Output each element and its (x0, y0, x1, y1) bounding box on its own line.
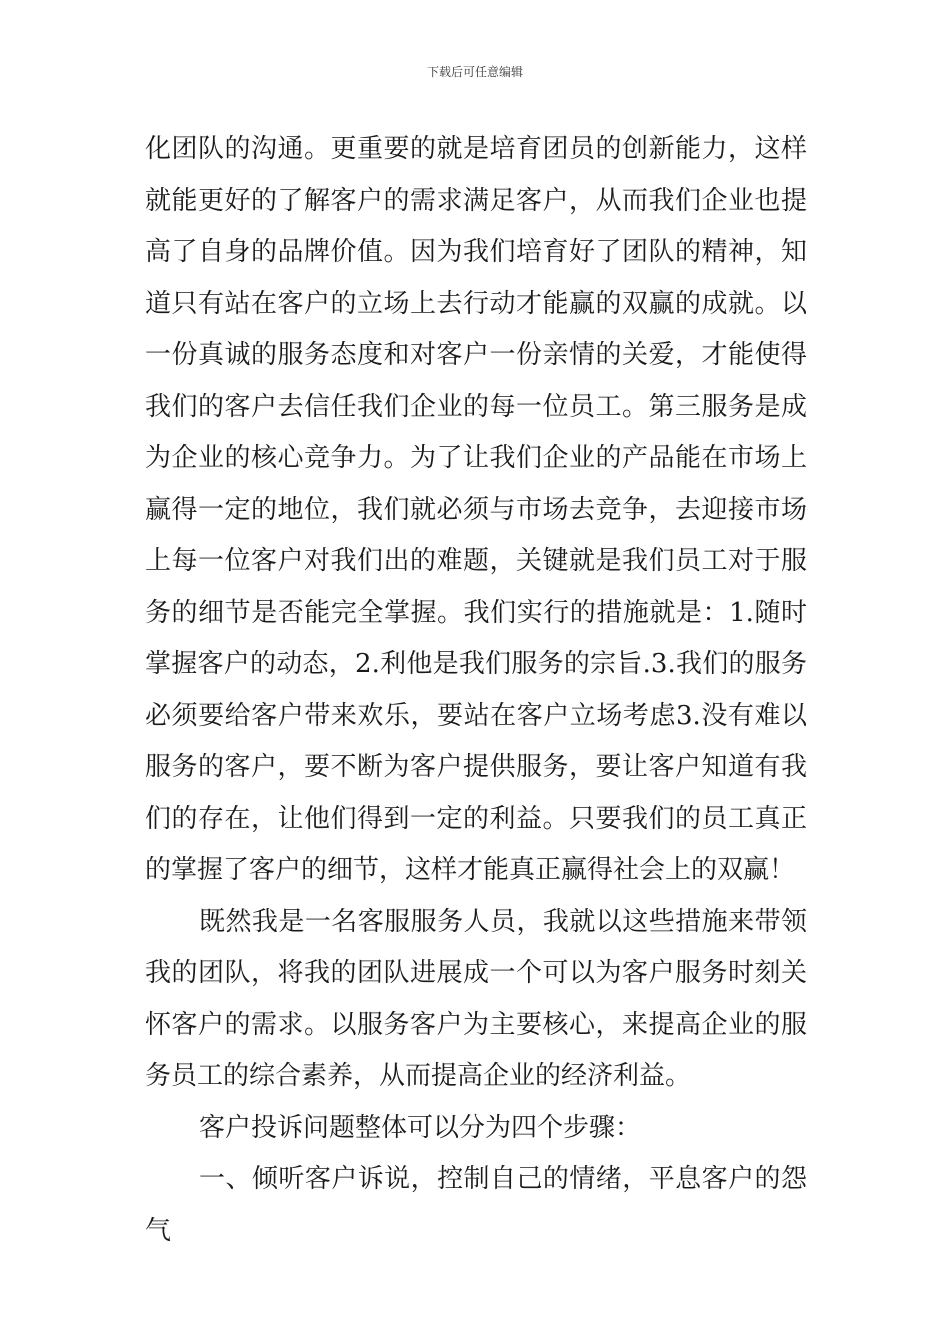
text-line: 赢得一定的地位，我们就必须与市场去竞争，去迎接市场 (145, 494, 807, 525)
text-line: 既然我是一名客服服务人员，我就以这些措施来带领 (199, 906, 807, 937)
text-line: 必须要给客户带来欢乐，要站在客户立场考虑3.没有难以 (145, 700, 807, 731)
text-line: 道只有站在客户的立场上去行动才能赢的双赢的成就。以 (145, 288, 807, 319)
text-line: 们的存在，让他们得到一定的利益。只要我们的员工真正 (145, 803, 807, 834)
text-line: 服务的客户，要不断为客户提供服务，要让客户知道有我 (145, 752, 807, 782)
text-line: 我们的客户去信任我们企业的每一位员工。第三服务是成 (145, 391, 807, 422)
document-body (145, 124, 807, 1257)
text-line: 客户投诉问题整体可以分为四个步骤： (199, 1112, 642, 1143)
text-line: 上每一位客户对我们出的难题，关键就是我们员工对于服 (145, 546, 807, 576)
text-line: 一、倾听客户诉说，控制自己的情绪，平息客户的怨 (199, 1164, 807, 1194)
text-line: 为企业的核心竞争力。为了让我们企业的产品能在市场上 (145, 443, 807, 473)
text-line: 我的团队，将我的团队进展成一个可以为客户服务时刻关 (145, 958, 807, 988)
text-line: 务的细节是否能完全掌握。我们实行的措施就是：1.随时 (145, 597, 807, 628)
text-line: 就能更好的了解客户的需求满足客户，从而我们企业也提 (145, 185, 807, 216)
text-line: 务员工的综合素养，从而提高企业的经济利益。 (145, 1061, 692, 1091)
text-line: 掌握客户的动态，2.利他是我们服务的宗旨.3.我们的服务 (145, 649, 807, 679)
text-line: 怀客户的需求。以服务客户为主要核心，来提高企业的服 (145, 1009, 807, 1040)
text-line: 的掌握了客户的细节，这样才能真正赢得社会上的双赢！ (145, 855, 796, 885)
text-line: 化团队的沟通。更重要的就是培育团员的创新能力，这样 (145, 134, 807, 164)
text-line: 一份真诚的服务态度和对客户一份亲情的关爱，才能使得 (145, 340, 807, 370)
text-line: 高了自身的品牌价值。因为我们培育好了团队的精神，知 (145, 237, 807, 267)
text-line: 气 (145, 1215, 172, 1246)
page-header-note: 下载后可任意编辑 (426, 65, 523, 79)
